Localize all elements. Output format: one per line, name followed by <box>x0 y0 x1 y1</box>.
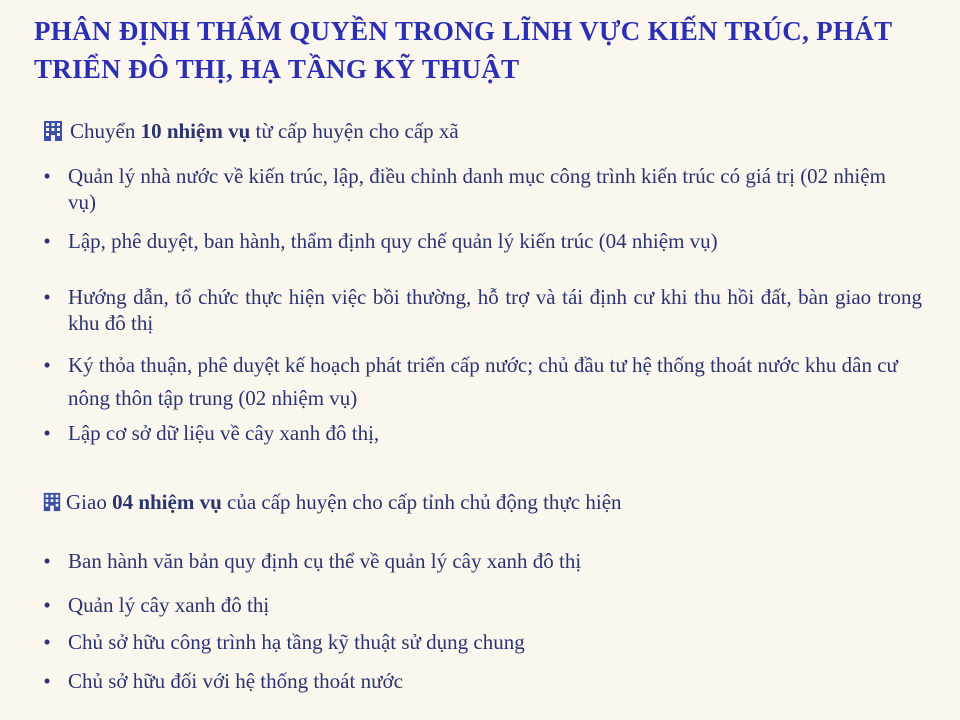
bullet-dot: • <box>43 669 51 693</box>
section-heading-1 <box>42 118 459 144</box>
list-item <box>40 592 900 618</box>
bullet-dot: • <box>43 630 51 654</box>
list-item-text: Chủ sở hữu công trình hạ tầng kỹ thuật sử dụng chung <box>68 630 525 654</box>
list-item-text: Quản lý cây xanh đô thị <box>68 593 270 617</box>
list-item <box>40 420 900 446</box>
section-heading-2 <box>42 489 622 515</box>
list-item <box>40 668 900 694</box>
bullet-dot: • <box>43 229 51 253</box>
list-item-text: Ký thỏa thuận, phê duyệt kế hoạch phát triển cấp nước; chủ đầu tư hệ thống thoát nước khu dân cư nông thôn tập trung (02 nhiệm vụ) <box>68 353 898 410</box>
list-item <box>40 163 900 215</box>
section-2-bold: 04 nhiệm vụ <box>112 490 222 514</box>
bullet-dot: • <box>43 421 51 445</box>
section-1-prefix: Chuyển <box>70 119 141 143</box>
bullet-dot: • <box>43 353 51 377</box>
bullet-dot: • <box>43 549 51 573</box>
section-2-suffix: của cấp huyện cho cấp tỉnh chủ động thực hiện <box>221 490 622 514</box>
list-item-text: Ban hành văn bản quy định cụ thể về quản lý cây xanh đô thị <box>68 549 582 573</box>
building-icon <box>42 120 64 142</box>
list-item <box>40 284 922 336</box>
list-item <box>40 228 900 254</box>
section-1-suffix: từ cấp huyện cho cấp xã <box>250 119 459 143</box>
section-2-prefix: Giao <box>66 490 113 514</box>
bullet-dot: • <box>43 164 51 188</box>
bullet-dot: • <box>43 593 51 617</box>
slide-title: PHÂN ĐỊNH THẨM QUYỀN TRONG LĨNH VỰC KIẾN TRÚC, PHÁT TRIỂN ĐÔ THỊ, HẠ TẦNG KỸ THUẬT <box>34 16 892 84</box>
list-item <box>40 629 900 655</box>
list-item <box>40 349 900 415</box>
list-item-text: Quản lý nhà nước về kiến trúc, lập, điều chỉnh danh mục công trình kiến trúc có giá trị (02 nhiệm vụ) <box>68 164 886 214</box>
list-item <box>40 548 900 574</box>
list-item-text: Lập cơ sở dữ liệu về cây xanh đô thị, <box>68 421 380 445</box>
building-icon <box>42 492 62 512</box>
list-item-text: Hướng dẫn, tổ chức thực hiện việc bồi thường, hỗ trợ và tái định cư khi thu hồi đất, bàn giao trong khu đô thị <box>68 285 922 335</box>
list-item-text: Chủ sở hữu đối với hệ thống thoát nước <box>68 669 403 693</box>
bullet-dot: • <box>43 285 51 309</box>
list-item-text: Lập, phê duyệt, ban hành, thẩm định quy chế quản lý kiến trúc (04 nhiệm vụ) <box>68 229 718 253</box>
section-1-bold: 10 nhiệm vụ <box>140 119 251 143</box>
